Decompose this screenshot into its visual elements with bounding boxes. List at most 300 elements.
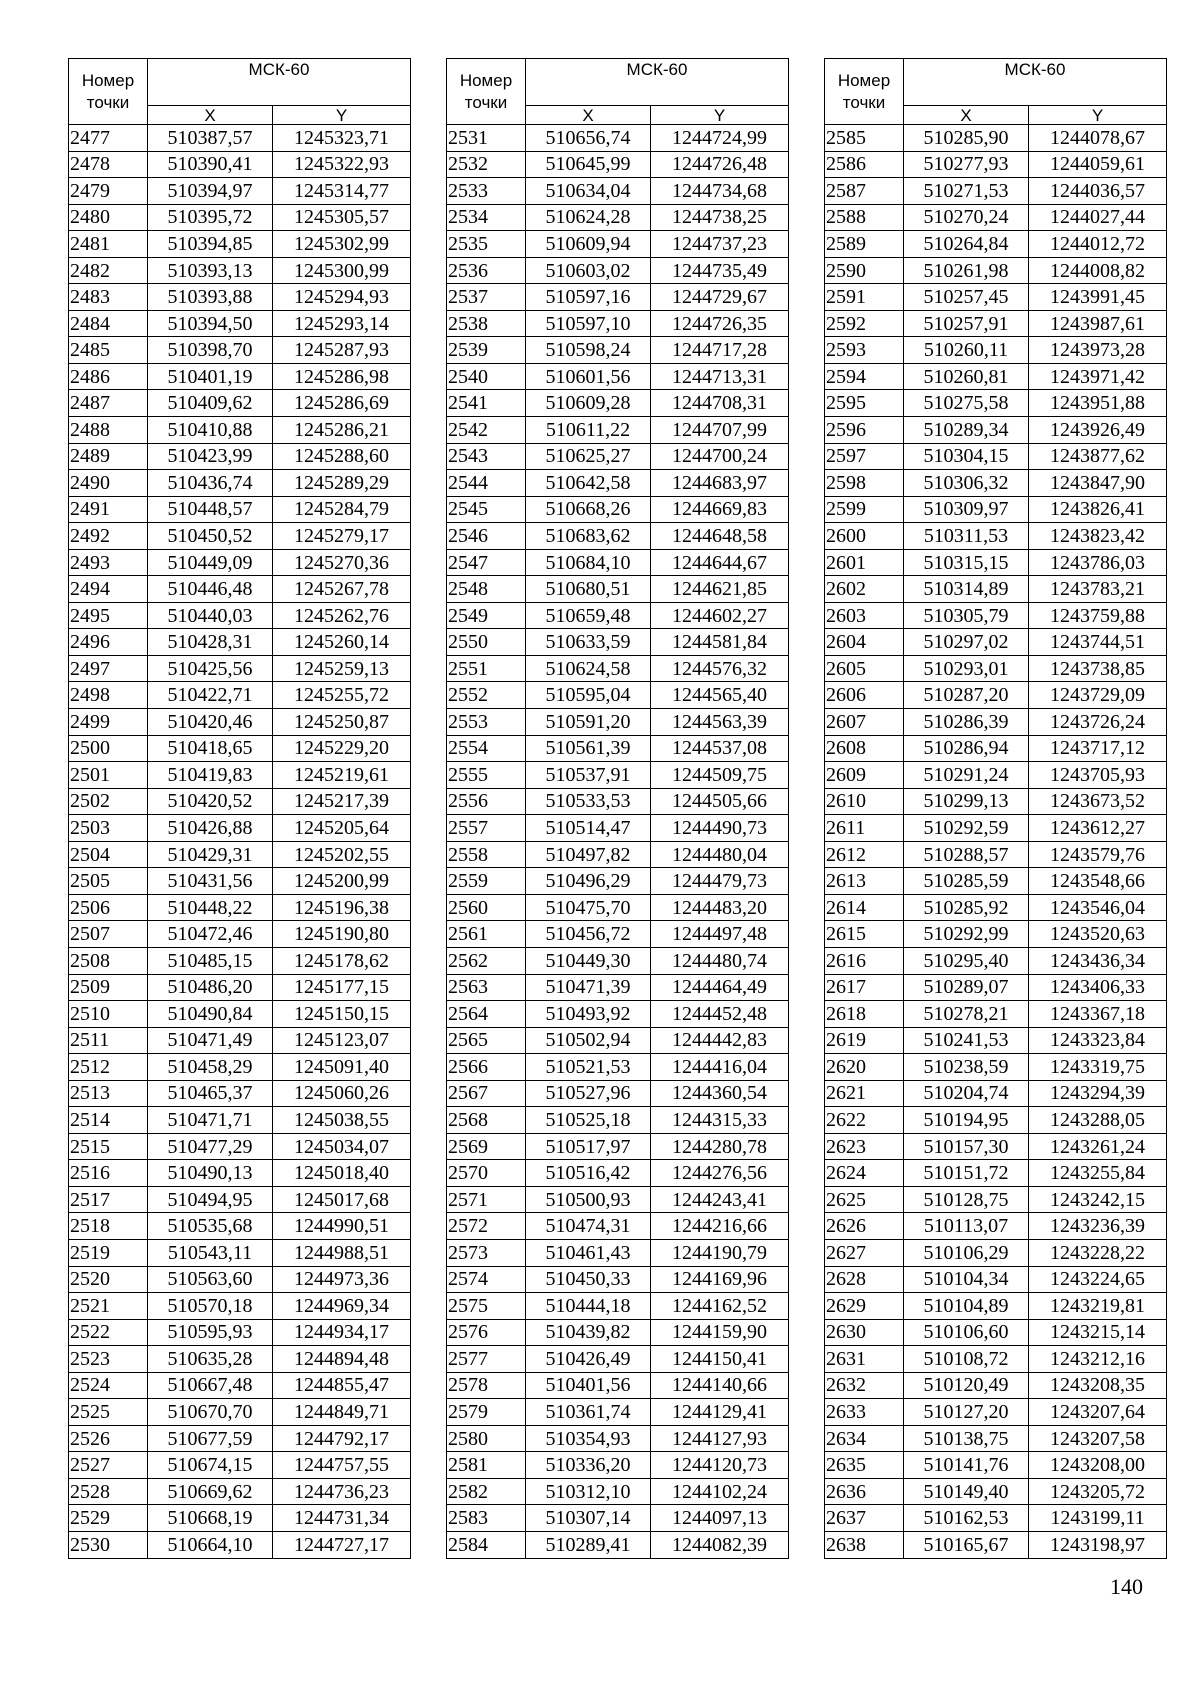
y-coordinate: 1244735,49: [651, 257, 789, 284]
table-row: [69, 231, 411, 258]
x-coordinate: 510425,56: [148, 655, 273, 682]
point-number: 2615: [825, 921, 904, 948]
y-coordinate: 1245229,20: [273, 735, 411, 762]
y-coordinate: 1244479,73: [651, 868, 789, 895]
table-row: [825, 390, 1167, 417]
y-coordinate: 1244565,40: [651, 682, 789, 709]
point-number: 2605: [825, 655, 904, 682]
x-coordinate: 510450,33: [526, 1266, 651, 1293]
point-number: 2629: [825, 1293, 904, 1320]
table-row: [447, 390, 789, 417]
y-coordinate: 1245202,55: [273, 841, 411, 868]
x-coordinate: 510361,74: [526, 1399, 651, 1426]
y-coordinate: 1243987,61: [1029, 310, 1167, 337]
y-coordinate: 1244581,84: [651, 629, 789, 656]
y-coordinate: 1243738,85: [1029, 655, 1167, 682]
y-coordinate: 1244700,24: [651, 443, 789, 470]
x-coordinate: 510305,79: [904, 602, 1029, 629]
table-row: [69, 496, 411, 523]
table-row: [825, 470, 1167, 497]
x-coordinate: 510410,88: [148, 417, 273, 444]
table-row: [825, 284, 1167, 311]
y-coordinate: 1243199,11: [1029, 1505, 1167, 1532]
point-number: 2579: [447, 1399, 526, 1426]
table-row: [825, 310, 1167, 337]
y-coordinate: 1243205,72: [1029, 1478, 1167, 1505]
point-number: 2529: [69, 1505, 148, 1532]
x-coordinate: 510194,95: [904, 1107, 1029, 1134]
x-coordinate: 510260,11: [904, 337, 1029, 364]
point-number: 2606: [825, 682, 904, 709]
point-number: 2521: [69, 1293, 148, 1320]
point-number: 2627: [825, 1239, 904, 1266]
point-number: 2477: [69, 125, 148, 152]
table-row: [447, 974, 789, 1001]
table-row: [69, 815, 411, 842]
table-row: [69, 921, 411, 948]
table-row: [447, 868, 789, 895]
point-number: 2620: [825, 1054, 904, 1081]
table-row: [69, 868, 411, 895]
y-coordinate: 1245286,98: [273, 363, 411, 390]
x-coordinate: 510570,18: [148, 1293, 273, 1320]
x-coordinate: 510428,31: [148, 629, 273, 656]
point-number: 2502: [69, 788, 148, 815]
y-coordinate: 1245314,77: [273, 178, 411, 205]
y-coordinate: 1244734,68: [651, 178, 789, 205]
y-coordinate: 1244576,32: [651, 655, 789, 682]
point-number: 2530: [69, 1531, 148, 1558]
table-row: [69, 1425, 411, 1452]
y-coordinate: 1245150,15: [273, 1001, 411, 1028]
x-coordinate: 510238,59: [904, 1054, 1029, 1081]
table-row: [825, 576, 1167, 603]
y-coordinate: 1243951,88: [1029, 390, 1167, 417]
point-number: 2539: [447, 337, 526, 364]
point-number: 2594: [825, 363, 904, 390]
table-row: [825, 1239, 1167, 1266]
table-row: [825, 125, 1167, 152]
x-coordinate: 510502,94: [526, 1027, 651, 1054]
y-coordinate: 1244169,96: [651, 1266, 789, 1293]
y-coordinate: 1244129,41: [651, 1399, 789, 1426]
y-header: Y: [1029, 106, 1167, 125]
x-coordinate: 510642,58: [526, 470, 651, 497]
table-row: [825, 1346, 1167, 1373]
point-number: 2501: [69, 762, 148, 789]
table-row: [825, 417, 1167, 444]
table-row: [69, 1266, 411, 1293]
x-coordinate: 510597,16: [526, 284, 651, 311]
point-number: 2508: [69, 947, 148, 974]
x-coordinate: 510289,34: [904, 417, 1029, 444]
x-coordinate: 510285,92: [904, 894, 1029, 921]
y-coordinate: 1244036,57: [1029, 178, 1167, 205]
point-number: 2517: [69, 1186, 148, 1213]
y-coordinate: 1245091,40: [273, 1054, 411, 1081]
y-coordinate: 1243717,12: [1029, 735, 1167, 762]
x-coordinate: 510485,15: [148, 947, 273, 974]
point-number: 2505: [69, 868, 148, 895]
x-coordinate: 510490,13: [148, 1160, 273, 1187]
y-coordinate: 1244190,79: [651, 1239, 789, 1266]
point-number: 2543: [447, 443, 526, 470]
x-coordinate: 510624,28: [526, 204, 651, 231]
point-number: 2575: [447, 1293, 526, 1320]
table-row: [447, 841, 789, 868]
table-row: [447, 682, 789, 709]
x-coordinate: 510104,34: [904, 1266, 1029, 1293]
coordinate-system-header: МСК-60: [904, 59, 1167, 106]
point-number: 2584: [447, 1531, 526, 1558]
point-number: 2548: [447, 576, 526, 603]
y-coordinate: 1244497,48: [651, 921, 789, 948]
point-number: 2566: [447, 1054, 526, 1081]
point-number: 2523: [69, 1346, 148, 1373]
point-number: 2565: [447, 1027, 526, 1054]
x-coordinate: 510138,75: [904, 1425, 1029, 1452]
table-row: [69, 682, 411, 709]
x-coordinate: 510398,70: [148, 337, 273, 364]
y-coordinate: 1243759,88: [1029, 602, 1167, 629]
x-coordinate: 510537,91: [526, 762, 651, 789]
point-number: 2496: [69, 629, 148, 656]
table-row: [69, 576, 411, 603]
point-number: 2603: [825, 602, 904, 629]
x-coordinate: 510603,02: [526, 257, 651, 284]
x-coordinate: 510241,53: [904, 1027, 1029, 1054]
table-row: [825, 257, 1167, 284]
table-row: [69, 470, 411, 497]
x-coordinate: 510668,19: [148, 1505, 273, 1532]
point-number: 2637: [825, 1505, 904, 1532]
table-row: [69, 894, 411, 921]
table-row: [69, 762, 411, 789]
y-coordinate: 1244738,25: [651, 204, 789, 231]
y-coordinate: 1245178,62: [273, 947, 411, 974]
point-number: 2492: [69, 523, 148, 550]
table-row: [825, 1107, 1167, 1134]
point-number: 2490: [69, 470, 148, 497]
point-number: 2598: [825, 470, 904, 497]
table-row: [69, 1346, 411, 1373]
y-coordinate: 1243926,49: [1029, 417, 1167, 444]
point-number: 2585: [825, 125, 904, 152]
y-coordinate: 1244008,82: [1029, 257, 1167, 284]
x-coordinate: 510625,27: [526, 443, 651, 470]
y-coordinate: 1243367,18: [1029, 1001, 1167, 1028]
x-coordinate: 510394,85: [148, 231, 273, 258]
y-coordinate: 1244078,67: [1029, 125, 1167, 152]
y-coordinate: 1244934,17: [273, 1319, 411, 1346]
y-coordinate: 1245177,15: [273, 974, 411, 1001]
y-coordinate: 1244097,13: [651, 1505, 789, 1532]
x-coordinate: 510420,46: [148, 709, 273, 736]
x-coordinate: 510260,81: [904, 363, 1029, 390]
point-number: 2591: [825, 284, 904, 311]
y-coordinate: 1244894,48: [273, 1346, 411, 1373]
table-row: [447, 894, 789, 921]
point-number: 2573: [447, 1239, 526, 1266]
table-row: [69, 417, 411, 444]
point-number: 2561: [447, 921, 526, 948]
x-coordinate: 510127,20: [904, 1399, 1029, 1426]
point-number: 2634: [825, 1425, 904, 1452]
page-number: 140: [1110, 1574, 1143, 1599]
point-number: 2481: [69, 231, 148, 258]
y-coordinate: 1245293,14: [273, 310, 411, 337]
y-coordinate: 1245200,99: [273, 868, 411, 895]
table-row: [69, 363, 411, 390]
point-number: 2527: [69, 1452, 148, 1479]
table-row: [447, 735, 789, 762]
y-coordinate: 1243673,52: [1029, 788, 1167, 815]
table-row: [447, 151, 789, 178]
x-coordinate: 510680,51: [526, 576, 651, 603]
table-row: [447, 602, 789, 629]
table-row: [825, 1213, 1167, 1240]
y-coordinate: 1245017,68: [273, 1186, 411, 1213]
x-coordinate: 510419,83: [148, 762, 273, 789]
y-coordinate: 1244757,55: [273, 1452, 411, 1479]
point-number: 2494: [69, 576, 148, 603]
point-number: 2479: [69, 178, 148, 205]
x-coordinate: 510436,74: [148, 470, 273, 497]
point-number: 2557: [447, 815, 526, 842]
point-number: 2567: [447, 1080, 526, 1107]
point-number: 2574: [447, 1266, 526, 1293]
point-number: 2510: [69, 1001, 148, 1028]
point-number: 2622: [825, 1107, 904, 1134]
table-row: [447, 1531, 789, 1558]
table-row: [69, 1399, 411, 1426]
y-coordinate: 1244726,48: [651, 151, 789, 178]
x-coordinate: 510490,84: [148, 1001, 273, 1028]
table-row: [69, 1239, 411, 1266]
point-number: 2600: [825, 523, 904, 550]
point-number: 2621: [825, 1080, 904, 1107]
table-row: [825, 1319, 1167, 1346]
y-coordinate: 1244669,83: [651, 496, 789, 523]
x-coordinate: 510275,58: [904, 390, 1029, 417]
table-row: [447, 1239, 789, 1266]
point-number: 2596: [825, 417, 904, 444]
point-number: 2504: [69, 841, 148, 868]
point-number: 2577: [447, 1346, 526, 1373]
table-row: [69, 284, 411, 311]
x-coordinate: 510674,15: [148, 1452, 273, 1479]
point-number: 2549: [447, 602, 526, 629]
y-coordinate: 1244059,61: [1029, 151, 1167, 178]
x-coordinate: 510595,04: [526, 682, 651, 709]
table-row: [447, 549, 789, 576]
y-coordinate: 1244082,39: [651, 1531, 789, 1558]
x-coordinate: 510151,72: [904, 1160, 1029, 1187]
x-coordinate: 510497,82: [526, 841, 651, 868]
x-coordinate: 510668,26: [526, 496, 651, 523]
table-row: [825, 735, 1167, 762]
x-coordinate: 510278,21: [904, 1001, 1029, 1028]
x-coordinate: 510477,29: [148, 1133, 273, 1160]
point-number: 2604: [825, 629, 904, 656]
point-number: 2593: [825, 337, 904, 364]
x-coordinate: 510422,71: [148, 682, 273, 709]
x-coordinate: 510431,56: [148, 868, 273, 895]
point-number: 2630: [825, 1319, 904, 1346]
table-row: [825, 815, 1167, 842]
table-row: [69, 1319, 411, 1346]
table-row: [69, 602, 411, 629]
point-number: 2515: [69, 1133, 148, 1160]
table-row: [69, 1001, 411, 1028]
y-coordinate: 1245300,99: [273, 257, 411, 284]
point-number: 2625: [825, 1186, 904, 1213]
x-coordinate: 510390,41: [148, 151, 273, 178]
y-coordinate: 1245205,64: [273, 815, 411, 842]
y-coordinate: 1244140,66: [651, 1372, 789, 1399]
y-coordinate: 1243208,00: [1029, 1452, 1167, 1479]
point-number: 2619: [825, 1027, 904, 1054]
point-number: 2612: [825, 841, 904, 868]
y-coordinate: 1243726,24: [1029, 709, 1167, 736]
table-row: [447, 523, 789, 550]
point-number: 2616: [825, 947, 904, 974]
table-row: [69, 841, 411, 868]
point-number: 2626: [825, 1213, 904, 1240]
y-coordinate: 1243847,90: [1029, 470, 1167, 497]
table-row: [69, 947, 411, 974]
x-coordinate: 510289,07: [904, 974, 1029, 1001]
point-number: 2546: [447, 523, 526, 550]
y-coordinate: 1243198,97: [1029, 1531, 1167, 1558]
y-coordinate: 1244102,24: [651, 1478, 789, 1505]
x-coordinate: 510257,91: [904, 310, 1029, 337]
point-number: 2556: [447, 788, 526, 815]
point-number: 2513: [69, 1080, 148, 1107]
point-number: 2486: [69, 363, 148, 390]
y-coordinate: 1243215,14: [1029, 1319, 1167, 1346]
x-coordinate: 510471,49: [148, 1027, 273, 1054]
x-coordinate: 510128,75: [904, 1186, 1029, 1213]
x-coordinate: 510449,30: [526, 947, 651, 974]
x-coordinate: 510514,47: [526, 815, 651, 842]
point-number: 2582: [447, 1478, 526, 1505]
table-row: [447, 788, 789, 815]
point-number: 2569: [447, 1133, 526, 1160]
y-coordinate: 1244683,97: [651, 470, 789, 497]
table-row: [69, 549, 411, 576]
y-coordinate: 1244988,51: [273, 1239, 411, 1266]
y-coordinate: 1243612,27: [1029, 815, 1167, 842]
table-row: [447, 576, 789, 603]
point-number: 2551: [447, 655, 526, 682]
table-row: [447, 762, 789, 789]
x-coordinate: 510494,95: [148, 1186, 273, 1213]
y-coordinate: 1244707,99: [651, 417, 789, 444]
point-number: 2526: [69, 1425, 148, 1452]
point-number: 2602: [825, 576, 904, 603]
y-coordinate: 1244509,75: [651, 762, 789, 789]
point-number: 2611: [825, 815, 904, 842]
x-coordinate: 510635,28: [148, 1346, 273, 1373]
x-coordinate: 510409,62: [148, 390, 273, 417]
y-coordinate: 1243255,84: [1029, 1160, 1167, 1187]
x-coordinate: 510354,93: [526, 1425, 651, 1452]
point-number-header: Номер точки: [447, 59, 526, 125]
table-row: [69, 523, 411, 550]
y-coordinate: 1245294,93: [273, 284, 411, 311]
x-coordinate: 510297,02: [904, 629, 1029, 656]
y-coordinate: 1245289,29: [273, 470, 411, 497]
table-row: [447, 204, 789, 231]
y-coordinate: 1244280,78: [651, 1133, 789, 1160]
point-number: 2589: [825, 231, 904, 258]
point-number: 2633: [825, 1399, 904, 1426]
y-coordinate: 1245250,87: [273, 709, 411, 736]
x-coordinate: 510472,46: [148, 921, 273, 948]
table-row: [447, 231, 789, 258]
y-coordinate: 1244737,23: [651, 231, 789, 258]
table-row: [447, 1107, 789, 1134]
table-row: [69, 1133, 411, 1160]
point-number: 2484: [69, 310, 148, 337]
x-coordinate: 510261,98: [904, 257, 1029, 284]
y-coordinate: 1245123,07: [273, 1027, 411, 1054]
table-row: [825, 894, 1167, 921]
point-number: 2487: [69, 390, 148, 417]
y-coordinate: 1243520,63: [1029, 921, 1167, 948]
table-row: [825, 1425, 1167, 1452]
point-number: 2506: [69, 894, 148, 921]
table-row: [447, 1080, 789, 1107]
table-row: [825, 1027, 1167, 1054]
point-number: 2632: [825, 1372, 904, 1399]
table-row: [447, 257, 789, 284]
y-coordinate: 1243261,24: [1029, 1133, 1167, 1160]
point-number: 2509: [69, 974, 148, 1001]
y-coordinate: 1244483,20: [651, 894, 789, 921]
table-row: [69, 1452, 411, 1479]
table-row: [69, 629, 411, 656]
table-row: [825, 868, 1167, 895]
point-number: 2500: [69, 735, 148, 762]
point-number: 2550: [447, 629, 526, 656]
y-coordinate: 1243729,09: [1029, 682, 1167, 709]
table-row: [69, 257, 411, 284]
x-coordinate: 510597,10: [526, 310, 651, 337]
point-number: 2498: [69, 682, 148, 709]
y-coordinate: 1245262,76: [273, 602, 411, 629]
y-coordinate: 1244792,17: [273, 1425, 411, 1452]
point-number: 2578: [447, 1372, 526, 1399]
x-coordinate: 510656,74: [526, 125, 651, 152]
table-row: [447, 443, 789, 470]
x-coordinate: 510543,11: [148, 1239, 273, 1266]
x-coordinate: 510401,19: [148, 363, 273, 390]
point-number: 2592: [825, 310, 904, 337]
point-number-header: Номер точки: [825, 59, 904, 125]
point-number: 2635: [825, 1452, 904, 1479]
y-coordinate: 1244713,31: [651, 363, 789, 390]
point-number: 2636: [825, 1478, 904, 1505]
point-number: 2514: [69, 1107, 148, 1134]
table-row: [825, 1160, 1167, 1187]
table-row: [69, 1505, 411, 1532]
x-coordinate: 510563,60: [148, 1266, 273, 1293]
point-number: 2480: [69, 204, 148, 231]
x-coordinate: 510465,37: [148, 1080, 273, 1107]
point-number: 2562: [447, 947, 526, 974]
